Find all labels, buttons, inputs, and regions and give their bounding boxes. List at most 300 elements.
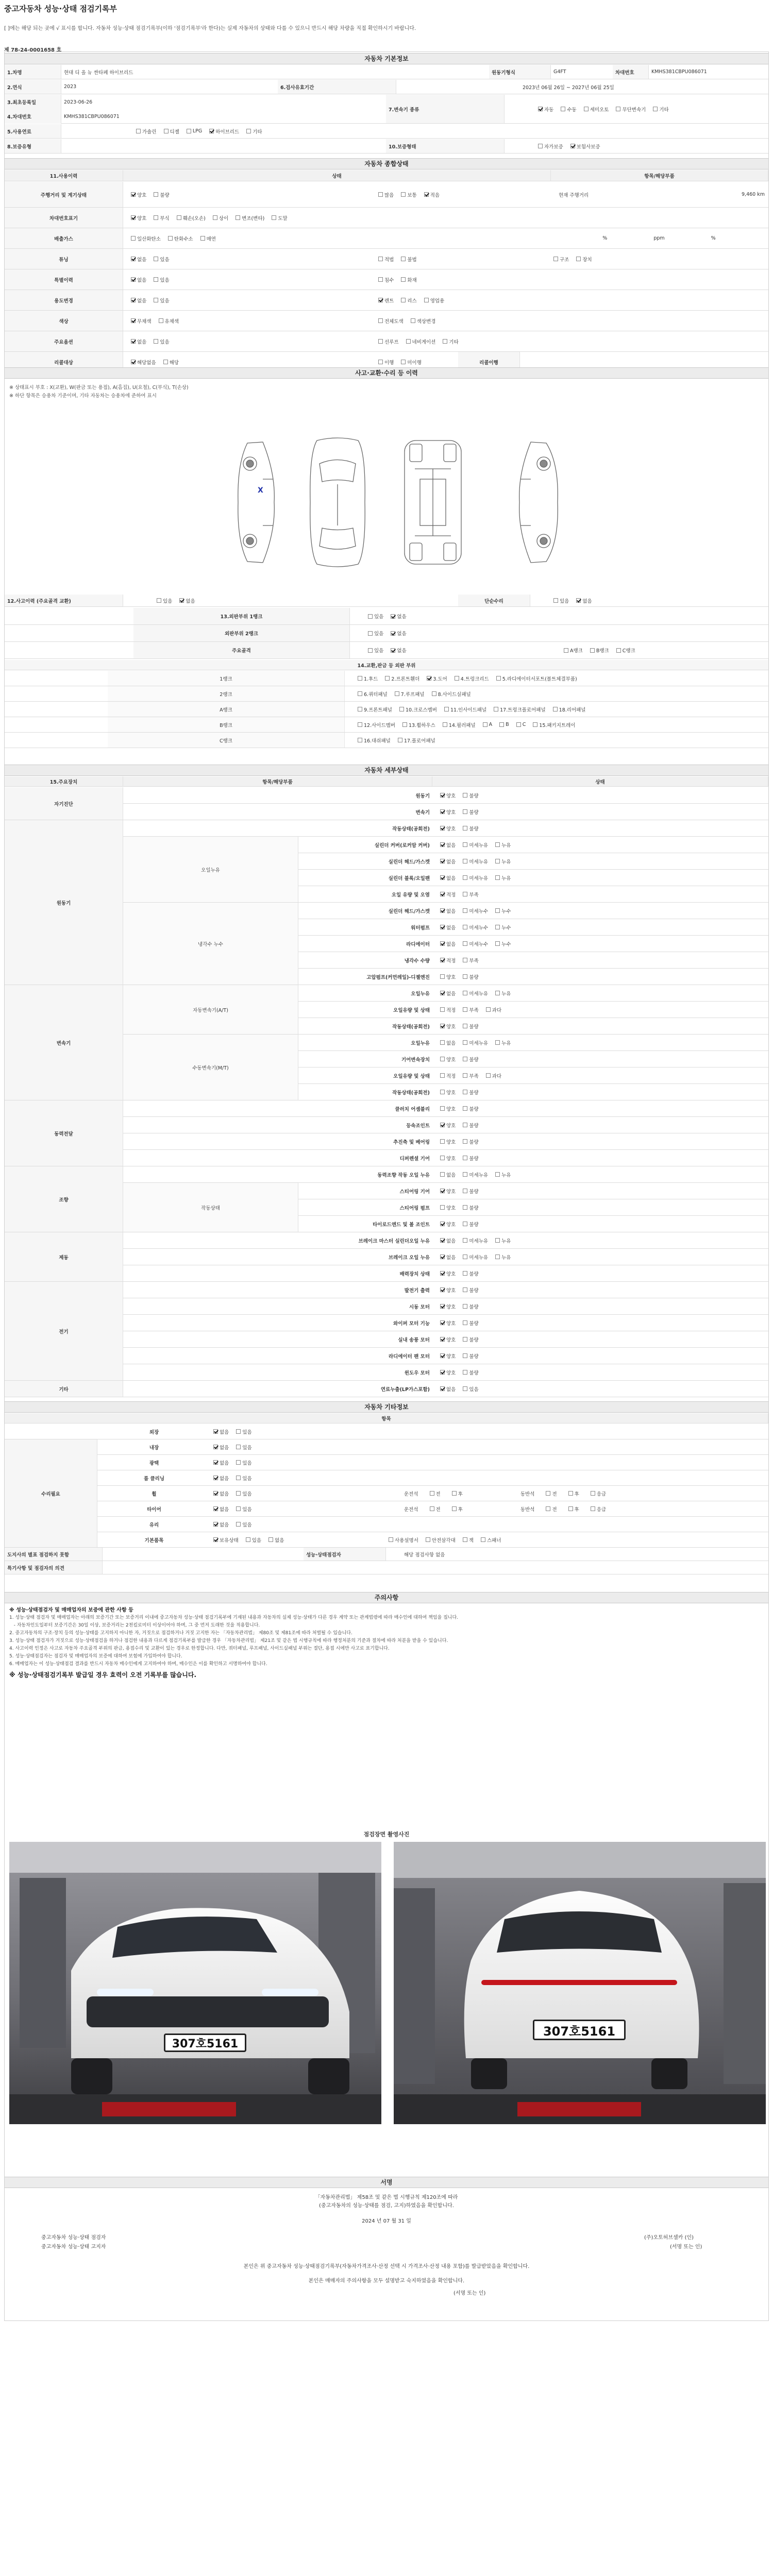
- checkbox-unchecked[interactable]: [564, 648, 568, 653]
- checkbox-option[interactable]: [440, 1336, 456, 1343]
- checkbox-option[interactable]: [236, 1521, 251, 1528]
- checkbox-unchecked[interactable]: [463, 1172, 467, 1177]
- checkbox-unchecked[interactable]: [546, 1506, 550, 1511]
- checkbox-unchecked[interactable]: [495, 1255, 500, 1259]
- checkbox-checked[interactable]: [440, 793, 445, 798]
- checkbox-checked[interactable]: [424, 192, 429, 197]
- checkbox-option[interactable]: [358, 690, 388, 698]
- checkbox-option[interactable]: [213, 1490, 229, 1497]
- checkbox-option[interactable]: [401, 191, 416, 198]
- checkbox-option[interactable]: [154, 338, 169, 345]
- checkbox-option[interactable]: [483, 722, 493, 727]
- checkbox-unchecked[interactable]: [358, 722, 362, 727]
- checkbox-unchecked[interactable]: [495, 941, 500, 946]
- checkbox-option[interactable]: [440, 1270, 456, 1277]
- checkbox-checked[interactable]: [131, 339, 136, 344]
- checkbox-unchecked[interactable]: [463, 1073, 467, 1078]
- checkbox-unchecked[interactable]: [236, 1476, 241, 1480]
- checkbox-option[interactable]: [131, 256, 146, 263]
- checkbox-option[interactable]: [389, 1536, 418, 1544]
- checkbox-checked[interactable]: [378, 298, 383, 302]
- checkbox-option[interactable]: [495, 858, 511, 865]
- checkbox-option[interactable]: [440, 825, 456, 832]
- checkbox-option[interactable]: [495, 874, 511, 882]
- checkbox-option[interactable]: [236, 1490, 251, 1497]
- checkbox-unchecked[interactable]: [463, 793, 467, 798]
- checkbox-option[interactable]: [427, 675, 447, 682]
- checkbox-option[interactable]: [570, 143, 600, 150]
- checkbox-option[interactable]: [213, 1475, 229, 1482]
- checkbox-option[interactable]: [495, 924, 511, 931]
- checkbox-unchecked[interactable]: [463, 892, 467, 896]
- checkbox-unchecked[interactable]: [616, 648, 621, 653]
- checkbox-option[interactable]: [443, 338, 458, 345]
- checkbox-unchecked[interactable]: [154, 192, 158, 197]
- checkbox-unchecked[interactable]: [495, 859, 500, 863]
- checkbox-option[interactable]: [424, 191, 440, 198]
- checkbox-option[interactable]: [452, 1490, 463, 1497]
- checkbox-option[interactable]: [463, 874, 488, 882]
- checkbox-checked[interactable]: [213, 1445, 218, 1449]
- checkbox-unchecked[interactable]: [398, 738, 402, 742]
- checkbox-option[interactable]: [440, 940, 456, 947]
- checkbox-unchecked[interactable]: [495, 908, 500, 913]
- checkbox-unchecked[interactable]: [463, 1024, 467, 1028]
- checkbox-option[interactable]: [131, 214, 146, 222]
- checkbox-checked[interactable]: [440, 941, 445, 946]
- checkbox-unchecked[interactable]: [463, 1090, 467, 1094]
- checkbox-option[interactable]: [444, 706, 486, 713]
- checkbox-unchecked[interactable]: [463, 1189, 467, 1193]
- checkbox-option[interactable]: [395, 690, 425, 698]
- checkbox-unchecked[interactable]: [463, 1320, 467, 1325]
- checkbox-unchecked[interactable]: [452, 1491, 457, 1496]
- checkbox-unchecked[interactable]: [187, 129, 191, 133]
- checkbox-option[interactable]: [272, 214, 287, 222]
- checkbox-unchecked[interactable]: [236, 1522, 241, 1527]
- checkbox-unchecked[interactable]: [463, 958, 467, 962]
- checkbox-unchecked[interactable]: [463, 1139, 467, 1144]
- checkbox-unchecked[interactable]: [591, 1506, 595, 1511]
- checkbox-unchecked[interactable]: [486, 1073, 491, 1078]
- checkbox-option[interactable]: [561, 106, 576, 113]
- checkbox-option[interactable]: [440, 1286, 456, 1294]
- checkbox-unchecked[interactable]: [268, 1537, 273, 1542]
- checkbox-option[interactable]: [495, 841, 511, 849]
- checkbox-option[interactable]: [432, 690, 471, 698]
- checkbox-option[interactable]: [591, 1505, 606, 1513]
- checkbox-option[interactable]: [486, 1072, 501, 1079]
- checkbox-option[interactable]: [440, 1253, 456, 1261]
- checkbox-option[interactable]: [463, 907, 488, 914]
- checkbox-option[interactable]: [385, 675, 419, 682]
- checkbox-unchecked[interactable]: [463, 1057, 467, 1061]
- checkbox-unchecked[interactable]: [584, 107, 589, 111]
- checkbox-unchecked[interactable]: [246, 129, 251, 133]
- checkbox-unchecked[interactable]: [463, 1304, 467, 1309]
- checkbox-unchecked[interactable]: [591, 1491, 595, 1496]
- checkbox-option[interactable]: [463, 1253, 488, 1261]
- checkbox-option[interactable]: [495, 1171, 511, 1178]
- checkbox-option[interactable]: [411, 317, 436, 325]
- checkbox-option[interactable]: [268, 1536, 284, 1544]
- checkbox-checked[interactable]: [440, 1353, 445, 1358]
- checkbox-option[interactable]: [440, 1352, 456, 1360]
- checkbox-unchecked[interactable]: [463, 1353, 467, 1358]
- checkbox-checked[interactable]: [440, 1222, 445, 1226]
- checkbox-option[interactable]: [463, 891, 478, 898]
- checkbox-unchecked[interactable]: [463, 842, 467, 847]
- checkbox-unchecked[interactable]: [440, 1156, 445, 1160]
- checkbox-checked[interactable]: [213, 1429, 218, 1434]
- checkbox-option[interactable]: [236, 1444, 251, 1451]
- checkbox-unchecked[interactable]: [389, 1537, 393, 1542]
- checkbox-option[interactable]: [440, 1204, 456, 1211]
- checkbox-option[interactable]: [246, 128, 262, 135]
- checkbox-checked[interactable]: [570, 144, 575, 148]
- checkbox-unchecked[interactable]: [444, 707, 449, 711]
- checkbox-option[interactable]: [463, 1303, 478, 1310]
- checkbox-option[interactable]: [154, 256, 169, 263]
- checkbox-unchecked[interactable]: [463, 1040, 467, 1045]
- checkbox-checked[interactable]: [131, 360, 136, 364]
- checkbox-option[interactable]: [463, 1171, 488, 1178]
- checkbox-unchecked[interactable]: [236, 215, 240, 220]
- checkbox-checked[interactable]: [131, 277, 136, 282]
- checkbox-option[interactable]: [136, 128, 157, 135]
- checkbox-unchecked[interactable]: [463, 1205, 467, 1210]
- checkbox-checked[interactable]: [440, 842, 445, 847]
- checkbox-option[interactable]: [430, 1490, 441, 1497]
- checkbox-unchecked[interactable]: [440, 1139, 445, 1144]
- checkbox-unchecked[interactable]: [568, 1506, 573, 1511]
- checkbox-unchecked[interactable]: [440, 1205, 445, 1210]
- checkbox-option[interactable]: [399, 706, 437, 713]
- checkbox-option[interactable]: [209, 128, 239, 135]
- checkbox-option[interactable]: [179, 597, 195, 604]
- checkbox-unchecked[interactable]: [440, 1090, 445, 1094]
- checkbox-unchecked[interactable]: [358, 707, 362, 711]
- checkbox-option[interactable]: [584, 106, 609, 113]
- checkbox-option[interactable]: [463, 990, 488, 997]
- checkbox-option[interactable]: [154, 276, 169, 283]
- checkbox-option[interactable]: [440, 1221, 456, 1228]
- checkbox-unchecked[interactable]: [401, 192, 406, 197]
- checkbox-option[interactable]: [440, 1039, 456, 1046]
- checkbox-option[interactable]: [154, 191, 169, 198]
- checkbox-option[interactable]: [516, 722, 526, 727]
- checkbox-unchecked[interactable]: [463, 908, 467, 913]
- checkbox-option[interactable]: [440, 990, 456, 997]
- checkbox-option[interactable]: [499, 722, 509, 727]
- checkbox-option[interactable]: [154, 214, 169, 222]
- checkbox-option[interactable]: [440, 957, 456, 964]
- checkbox-option[interactable]: [391, 613, 406, 620]
- checkbox-option[interactable]: [463, 1352, 478, 1360]
- checkbox-unchecked[interactable]: [401, 298, 406, 302]
- checkbox-unchecked[interactable]: [463, 925, 467, 929]
- checkbox-option[interactable]: [391, 630, 406, 637]
- checkbox-unchecked[interactable]: [463, 809, 467, 814]
- checkbox-option[interactable]: [213, 1536, 239, 1544]
- checkbox-unchecked[interactable]: [463, 991, 467, 995]
- checkbox-option[interactable]: [378, 256, 394, 263]
- checkbox-option[interactable]: [481, 1536, 501, 1544]
- checkbox-checked[interactable]: [179, 598, 184, 603]
- checkbox-option[interactable]: [358, 675, 378, 682]
- checkbox-option[interactable]: [495, 1237, 511, 1244]
- checkbox-unchecked[interactable]: [168, 236, 173, 241]
- checkbox-unchecked[interactable]: [463, 875, 467, 880]
- checkbox-option[interactable]: [131, 338, 146, 345]
- checkbox-unchecked[interactable]: [399, 707, 404, 711]
- checkbox-unchecked[interactable]: [576, 257, 581, 261]
- checkbox-option[interactable]: [495, 1039, 511, 1046]
- checkbox-option[interactable]: [495, 1253, 511, 1261]
- checkbox-option[interactable]: [154, 297, 169, 304]
- checkbox-option[interactable]: [213, 1505, 229, 1513]
- checkbox-unchecked[interactable]: [358, 676, 362, 681]
- checkbox-unchecked[interactable]: [378, 277, 383, 282]
- checkbox-checked[interactable]: [440, 1123, 445, 1127]
- checkbox-option[interactable]: [440, 874, 456, 882]
- checkbox-option[interactable]: [440, 1138, 456, 1145]
- checkbox-option[interactable]: [463, 1122, 478, 1129]
- checkbox-option[interactable]: [463, 1105, 478, 1112]
- checkbox-option[interactable]: [440, 841, 456, 849]
- checkbox-option[interactable]: [463, 1385, 478, 1393]
- checkbox-unchecked[interactable]: [463, 1238, 467, 1243]
- checkbox-option[interactable]: [463, 1286, 478, 1294]
- checkbox-checked[interactable]: [440, 859, 445, 863]
- checkbox-unchecked[interactable]: [154, 298, 158, 302]
- checkbox-checked[interactable]: [440, 1320, 445, 1325]
- checkbox-checked[interactable]: [440, 1238, 445, 1243]
- checkbox-unchecked[interactable]: [440, 974, 445, 979]
- checkbox-option[interactable]: [440, 1319, 456, 1327]
- checkbox-option[interactable]: [568, 1505, 579, 1513]
- checkbox-option[interactable]: [131, 359, 156, 366]
- checkbox-unchecked[interactable]: [653, 107, 658, 111]
- checkbox-unchecked[interactable]: [430, 1506, 434, 1511]
- checkbox-unchecked[interactable]: [213, 215, 217, 220]
- checkbox-option[interactable]: [463, 1039, 488, 1046]
- checkbox-option[interactable]: [236, 1505, 251, 1513]
- checkbox-option[interactable]: [455, 675, 489, 682]
- checkbox-option[interactable]: [576, 256, 592, 263]
- checkbox-option[interactable]: [213, 214, 228, 222]
- checkbox-option[interactable]: [424, 297, 445, 304]
- checkbox-option[interactable]: [463, 1089, 478, 1096]
- checkbox-checked[interactable]: [440, 875, 445, 880]
- checkbox-option[interactable]: [440, 1369, 456, 1376]
- checkbox-unchecked[interactable]: [495, 925, 500, 929]
- checkbox-option[interactable]: [401, 359, 422, 366]
- checkbox-checked[interactable]: [213, 1476, 218, 1480]
- checkbox-unchecked[interactable]: [495, 1238, 500, 1243]
- checkbox-unchecked[interactable]: [483, 722, 488, 727]
- checkbox-unchecked[interactable]: [463, 1370, 467, 1375]
- checkbox-unchecked[interactable]: [430, 1491, 434, 1496]
- checkbox-option[interactable]: [463, 1319, 478, 1327]
- checkbox-option[interactable]: [406, 338, 436, 345]
- checkbox-unchecked[interactable]: [236, 1460, 241, 1465]
- checkbox-unchecked[interactable]: [395, 691, 399, 696]
- checkbox-unchecked[interactable]: [463, 1123, 467, 1127]
- checkbox-option[interactable]: [440, 1188, 456, 1195]
- checkbox-unchecked[interactable]: [499, 722, 504, 727]
- checkbox-unchecked[interactable]: [136, 129, 141, 133]
- checkbox-unchecked[interactable]: [443, 722, 447, 727]
- checkbox-unchecked[interactable]: [463, 1386, 467, 1391]
- checkbox-option[interactable]: [398, 737, 435, 744]
- checkbox-unchecked[interactable]: [177, 215, 181, 220]
- checkbox-option[interactable]: [553, 256, 569, 263]
- checkbox-option[interactable]: [358, 737, 391, 744]
- checkbox-unchecked[interactable]: [236, 1491, 241, 1496]
- checkbox-checked[interactable]: [440, 1189, 445, 1193]
- checkbox-option[interactable]: [463, 1204, 478, 1211]
- checkbox-option[interactable]: [402, 721, 435, 728]
- checkbox-option[interactable]: [440, 1122, 456, 1129]
- checkbox-option[interactable]: [463, 808, 478, 816]
- checkbox-option[interactable]: [236, 214, 264, 222]
- checkbox-option[interactable]: [159, 317, 179, 325]
- checkbox-unchecked[interactable]: [368, 631, 373, 636]
- checkbox-option[interactable]: [213, 1459, 229, 1466]
- checkbox-option[interactable]: [463, 1536, 474, 1544]
- checkbox-unchecked[interactable]: [236, 1429, 241, 1434]
- checkbox-option[interactable]: [495, 907, 511, 914]
- checkbox-option[interactable]: [463, 940, 488, 947]
- checkbox-unchecked[interactable]: [401, 257, 406, 261]
- checkbox-unchecked[interactable]: [154, 277, 158, 282]
- checkbox-unchecked[interactable]: [516, 722, 521, 727]
- checkbox-checked[interactable]: [440, 908, 445, 913]
- checkbox-unchecked[interactable]: [496, 676, 501, 681]
- checkbox-option[interactable]: [131, 297, 146, 304]
- checkbox-option[interactable]: [616, 647, 635, 654]
- checkbox-unchecked[interactable]: [200, 236, 205, 241]
- checkbox-checked[interactable]: [131, 318, 136, 323]
- checkbox-unchecked[interactable]: [463, 1287, 467, 1292]
- checkbox-unchecked[interactable]: [401, 360, 406, 364]
- checkbox-option[interactable]: [213, 1444, 229, 1451]
- checkbox-unchecked[interactable]: [131, 236, 136, 241]
- checkbox-unchecked[interactable]: [385, 676, 390, 681]
- checkbox-unchecked[interactable]: [358, 691, 362, 696]
- checkbox-option[interactable]: [440, 1155, 456, 1162]
- checkbox-option[interactable]: [546, 1490, 557, 1497]
- checkbox-option[interactable]: [463, 858, 488, 865]
- checkbox-unchecked[interactable]: [495, 1172, 500, 1177]
- checkbox-unchecked[interactable]: [378, 339, 383, 344]
- checkbox-option[interactable]: [486, 1006, 501, 1013]
- checkbox-option[interactable]: [378, 359, 394, 366]
- checkbox-option[interactable]: [131, 235, 161, 242]
- checkbox-unchecked[interactable]: [378, 360, 383, 364]
- checkbox-option[interactable]: [213, 1521, 229, 1528]
- checkbox-unchecked[interactable]: [358, 738, 362, 742]
- checkbox-checked[interactable]: [131, 298, 136, 302]
- checkbox-option[interactable]: [378, 191, 394, 198]
- checkbox-unchecked[interactable]: [568, 1491, 573, 1496]
- checkbox-unchecked[interactable]: [159, 318, 163, 323]
- checkbox-option[interactable]: [440, 1072, 456, 1079]
- checkbox-unchecked[interactable]: [443, 339, 447, 344]
- checkbox-option[interactable]: [440, 1237, 456, 1244]
- checkbox-option[interactable]: [440, 907, 456, 914]
- checkbox-unchecked[interactable]: [154, 257, 158, 261]
- checkbox-option[interactable]: [378, 338, 399, 345]
- checkbox-unchecked[interactable]: [452, 1506, 457, 1511]
- checkbox-unchecked[interactable]: [561, 107, 565, 111]
- checkbox-unchecked[interactable]: [246, 1537, 250, 1542]
- checkbox-option[interactable]: [463, 1369, 478, 1376]
- checkbox-option[interactable]: [236, 1475, 251, 1482]
- checkbox-unchecked[interactable]: [440, 1040, 445, 1045]
- checkbox-unchecked[interactable]: [424, 298, 429, 302]
- checkbox-checked[interactable]: [131, 215, 136, 220]
- checkbox-checked[interactable]: [213, 1522, 218, 1527]
- checkbox-option[interactable]: [378, 297, 394, 304]
- checkbox-unchecked[interactable]: [440, 1007, 445, 1012]
- checkbox-option[interactable]: [463, 1006, 478, 1013]
- checkbox-unchecked[interactable]: [411, 318, 415, 323]
- checkbox-unchecked[interactable]: [463, 1106, 467, 1111]
- checkbox-checked[interactable]: [131, 257, 136, 261]
- checkbox-checked[interactable]: [576, 598, 581, 603]
- checkbox-option[interactable]: [168, 235, 193, 242]
- checkbox-option[interactable]: [246, 1536, 261, 1544]
- checkbox-option[interactable]: [200, 235, 216, 242]
- checkbox-option[interactable]: [440, 1385, 456, 1393]
- checkbox-option[interactable]: [591, 1490, 606, 1497]
- checkbox-option[interactable]: [358, 706, 392, 713]
- checkbox-option[interactable]: [440, 973, 456, 980]
- checkbox-option[interactable]: [131, 317, 152, 325]
- checkbox-option[interactable]: [440, 792, 456, 799]
- checkbox-option[interactable]: [463, 973, 478, 980]
- checkbox-unchecked[interactable]: [616, 107, 620, 111]
- checkbox-checked[interactable]: [391, 614, 395, 619]
- checkbox-unchecked[interactable]: [481, 1537, 485, 1542]
- checkbox-option[interactable]: [378, 276, 394, 283]
- checkbox-checked[interactable]: [440, 1287, 445, 1292]
- checkbox-option[interactable]: [538, 143, 563, 150]
- checkbox-unchecked[interactable]: [406, 339, 411, 344]
- checkbox-unchecked[interactable]: [463, 1337, 467, 1342]
- checkbox-unchecked[interactable]: [538, 144, 543, 148]
- checkbox-option[interactable]: [391, 647, 406, 654]
- checkbox-option[interactable]: [213, 1428, 229, 1435]
- checkbox-option[interactable]: [546, 1505, 557, 1513]
- checkbox-unchecked[interactable]: [546, 1491, 550, 1496]
- checkbox-option[interactable]: [495, 940, 511, 947]
- checkbox-checked[interactable]: [427, 676, 431, 681]
- checkbox-option[interactable]: [463, 1237, 488, 1244]
- checkbox-checked[interactable]: [213, 1491, 218, 1496]
- checkbox-unchecked[interactable]: [272, 215, 276, 220]
- checkbox-option[interactable]: [440, 1056, 456, 1063]
- checkbox-unchecked[interactable]: [440, 1057, 445, 1061]
- checkbox-checked[interactable]: [440, 925, 445, 929]
- checkbox-option[interactable]: [463, 1056, 478, 1063]
- checkbox-checked[interactable]: [538, 107, 543, 111]
- checkbox-option[interactable]: [463, 1155, 478, 1162]
- checkbox-unchecked[interactable]: [157, 598, 161, 603]
- checkbox-option[interactable]: [440, 1023, 456, 1030]
